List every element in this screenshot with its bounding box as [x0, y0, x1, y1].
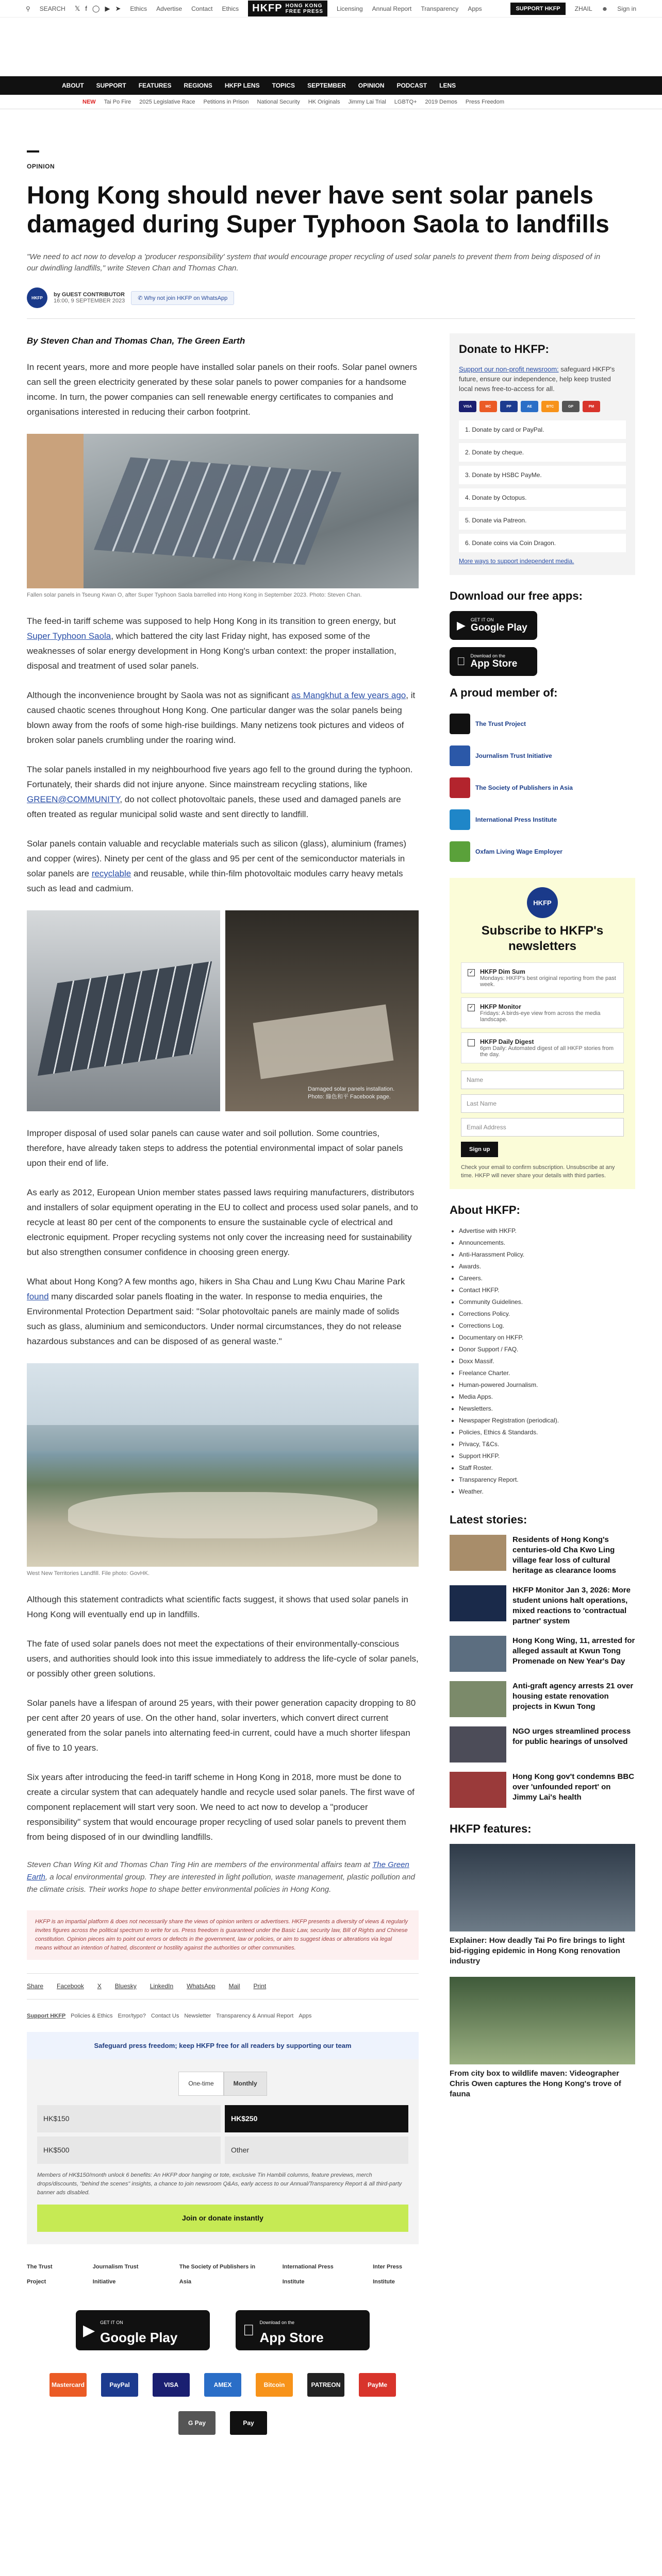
oxfam-logo	[450, 841, 470, 862]
photo-rooftop-panels[interactable]	[27, 910, 220, 1111]
name-field[interactable]: Name	[461, 1071, 624, 1089]
donate-link[interactable]: Support our non-profit newsroom:	[459, 365, 559, 373]
para-5: Solar panels contain valuable and recyclable materials such as silicon (glass), aluminium (frames) and copper (wires). Ninety per cent of the glass and 95 per cent of the semiconductor materials in solar panels are recyclable and reusable, while thin-film photovoltaic modules carry heavy metals such as lead and cadmium.	[27, 839, 407, 893]
share-whatsapp[interactable]: WhatsApp	[187, 1982, 216, 1990]
foot-apps[interactable]: Apps	[299, 2013, 312, 2019]
about-item[interactable]: • Awards.	[459, 1261, 635, 1273]
share-mail[interactable]: Mail	[228, 1982, 240, 1990]
caption-2: Damaged solar panels installation. Photo: 綠色和平 Facebook page.	[308, 1086, 395, 1100]
feature-card[interactable]: From city box to wildlife maven: Videographer Chris Owen captures the Hong Kong's trove of fauna	[450, 1977, 635, 2099]
app-store-badge[interactable]: Download on the App Store	[450, 647, 537, 676]
jti-logo	[450, 745, 470, 766]
nav-opinion[interactable]: OPINION	[358, 82, 385, 89]
about-item[interactable]: • Donor Support / FAQ.	[459, 1344, 635, 1355]
share-label: Share	[27, 1982, 44, 1990]
nav-topics[interactable]: TOPICS	[272, 82, 295, 89]
partner-sopa[interactable]: The Society of Publishers in Asia	[179, 2264, 256, 2285]
link-recyclable[interactable]: recyclable	[91, 869, 131, 878]
nav-features[interactable]: FEATURES	[138, 82, 172, 89]
article-body	[27, 333, 419, 2435]
checkbox-monitor[interactable]: ✓	[468, 1004, 475, 1011]
newsletter-note: Check your email to confirm subscription. Unsubscribe at any time. HKFP will never share your details with third parties.	[461, 1164, 615, 1179]
more-ways-link[interactable]: More ways to support independent media.	[459, 557, 574, 565]
ipi-logo	[450, 809, 470, 830]
byline-date: 16:00, 9 SEPTEMBER 2023	[54, 298, 125, 304]
nav-podcast[interactable]: PODCAST	[396, 82, 427, 89]
pay-visa-large[interactable]: VISA	[153, 2373, 190, 2397]
list-item[interactable]: Hong Kong gov't condemns BBC over 'unfounded report' on Jimmy Lai's health	[450, 1772, 635, 1808]
caption-1: Fallen solar panels in Tseung Kwan O, after Super Typhoon Saola barrelled into Hong Kong in September 2023. Photo: Steven Chan.	[27, 592, 362, 598]
link-found[interactable]: found	[27, 1292, 49, 1301]
pay-paypal-large[interactable]: PayPal	[101, 2373, 138, 2397]
last-name-field[interactable]: Last Name	[461, 1094, 624, 1113]
newsletter-title: Subscribe to HKFP's newsletters	[481, 924, 604, 953]
member-title: A proud member of:	[450, 686, 558, 699]
about-item[interactable]: • Documentary on HKFP.	[459, 1332, 635, 1344]
about-item[interactable]: • Advertise with HKFP.	[459, 1225, 635, 1237]
para-9: Although this statement contradicts what scientific facts suggest, it shows that used solar panels in Hong Kong will eventually end up in landfills.	[27, 1595, 408, 1619]
para-8: What about Hong Kong? A few months ago, hikers in Sha Chau and Lung Kwu Chau Marine Park found many discarded solar panels floating in the water. In response to media enquiries, the Environmental Protection Department said: "Solar photovoltaic panels are mainly made of solids such as glass, aluminium and semiconductors. Under normal circumstances, they do not release hazardous substances and can be disposed of as general waste."	[27, 1277, 405, 1346]
foot-support[interactable]: Support HKFP	[27, 2013, 66, 2019]
top-link-4[interactable]: Licensing	[336, 5, 363, 12]
newsletter-dim-sum[interactable]: ✓ HKFP Dim Sum Mondays: HKFP's best original reporting from the past week.	[461, 962, 624, 993]
category-label[interactable]: OPINION	[27, 163, 55, 170]
category-rule	[27, 150, 39, 152]
language-link[interactable]: ZHAIL	[574, 5, 592, 12]
foot-error[interactable]: Error/typo?	[118, 2013, 146, 2019]
nav-support[interactable]: SUPPORT	[96, 82, 126, 89]
email-field[interactable]: Email Address	[461, 1118, 624, 1137]
features-title: HKFP features:	[450, 1822, 532, 1835]
about-title: About HKFP:	[450, 1204, 520, 1216]
donate-option-coins[interactable]: 6. Donate coins via Coin Dragon.	[459, 534, 626, 552]
whatsapp-icon: ✆	[138, 295, 144, 301]
link-saola[interactable]: Super Typhoon Saola	[27, 631, 111, 641]
amount-other[interactable]: Other	[225, 2137, 408, 2164]
foot-newsletter[interactable]: Newsletter	[184, 2013, 211, 2019]
app-store-badge-large[interactable]: Download on the App Store	[236, 2310, 370, 2350]
instagram-icon[interactable]: ◯	[92, 4, 100, 12]
para-10: The fate of used solar panels does not meet the expectations of their environmentally-conscious users, and authorities should look into this issue immediately to address the life-cycle of solar panels, or possibly other green solutions.	[27, 1639, 419, 1679]
feature-card[interactable]: Explainer: How deadly Tai Po fire brings to light bid-rigging epidemic in Hong Kong renovation industry	[450, 1844, 635, 1967]
google-play-badge[interactable]: ▶ GET IT ON Google Play	[450, 611, 537, 640]
link-mangkhut[interactable]: as Mangkhut a few years ago	[291, 690, 406, 700]
para-2: The feed-in tariff scheme was supposed to help Hong Kong in its transition to green energy, but Super Typhoon Saola, which battered the city last Friday night, has exposed some of the weaknesses of solar energy development in Hong Kong's urban context: the proper installation, disposal and treatment of used solar panels.	[27, 616, 396, 671]
partner-logos	[27, 2260, 419, 2290]
share-facebook[interactable]: Facebook	[57, 1982, 84, 1990]
photo-landfill[interactable]	[27, 1363, 419, 1567]
social-icons	[75, 5, 121, 13]
checkbox-dim-sum[interactable]: ✓	[468, 969, 475, 976]
pay-applepay-large[interactable]: Pay	[230, 2411, 267, 2435]
byline-author[interactable]: by GUEST CONTRIBUTOR	[54, 292, 125, 298]
pay-payme-large[interactable]: PayMe	[359, 2373, 396, 2397]
byline	[27, 287, 635, 308]
share-print[interactable]: Print	[253, 1982, 267, 1990]
trend-8[interactable]: Press Freedom	[465, 98, 505, 105]
nav-september[interactable]: SEPTEMBER	[307, 82, 346, 89]
share-bar	[27, 1973, 419, 1999]
article-footer-links	[27, 2009, 419, 2024]
about-item[interactable]: • Contact HKFP.	[459, 1284, 635, 1296]
amount-250[interactable]: HK$250	[225, 2105, 408, 2132]
link-green-earth[interactable]: The Green Earth	[27, 1860, 409, 1882]
about-item[interactable]: • Transparency Report.	[459, 1474, 635, 1486]
newsletter-panel	[450, 878, 635, 1189]
article-title: Hong Kong should never have sent solar panels damaged during Super Typhoon Saola to landfills	[27, 182, 609, 238]
x-icon[interactable]: 𝕏	[74, 4, 80, 12]
main-nav	[0, 76, 662, 95]
para-1: In recent years, more and more people have installed solar panels on their roofs. Solar panel owners can sell the green electricity generated by these solar panels to power companies for a handsome income. In turn, the power companies can sell renewable energy certificates to companies and organisations interested in reducing their carbon footprint.	[27, 362, 417, 417]
toggle-monthly[interactable]: Monthly	[224, 2072, 267, 2096]
donate-option-payme[interactable]: 3. Donate by HSBC PayMe.	[459, 466, 626, 484]
membership-note: Members of HK$150/month unlock 6 benefits: An HKFP door hanging or tote, exclusive Tin Hambili columns, feature previews, merch drops/discounts, "behind the scenes" insights, a chance to join newsroom Q&As, early access to our Annual/Transparency Report & all third-party banner ads disabled.	[37, 2172, 402, 2196]
pay-visa: VISA	[459, 401, 476, 412]
about-list	[450, 1225, 635, 1498]
toggle-one-time[interactable]: One-time	[178, 2072, 223, 2096]
top-link-1[interactable]: Advertise	[156, 5, 183, 12]
list-item[interactable]: Residents of Hong Kong's centuries-old Cha Kwo Ling village fear loss of cultural heritage as clearance looms	[450, 1535, 635, 1576]
search-link[interactable]: SEARCH	[39, 5, 65, 12]
about-item[interactable]: • Staff Roster.	[459, 1462, 635, 1474]
trend-2[interactable]: Petitions in Prison	[203, 98, 249, 105]
pay-payme: PM	[583, 401, 600, 412]
link-green-community[interactable]: GREEN@COMMUNITY	[27, 794, 120, 804]
newsletter-logo: HKFP	[527, 887, 558, 918]
pay-paypal: PP	[500, 401, 518, 412]
google-play-icon: ▶	[83, 2321, 95, 2339]
safeguard-banner[interactable]: Safeguard press freedom; keep HKFP free for all readers by supporting our team	[27, 2032, 419, 2059]
story-thumb	[450, 1681, 506, 1717]
newsletter-digest[interactable]: HKFP Daily Digest 6pm Daily: Automated digest of all HKFP stories from the day.	[461, 1032, 624, 1063]
whatsapp-button[interactable]: ✆ Why not join HKFP on WhatsApp	[131, 291, 234, 305]
facebook-icon[interactable]: f	[85, 4, 87, 12]
donate-option-cheque[interactable]: 2. Donate by cheque.	[459, 443, 626, 462]
trend-7[interactable]: 2019 Demos	[425, 98, 457, 105]
trend-5[interactable]: Jimmy Lai Trial	[348, 98, 386, 105]
member-oxfam[interactable]: Oxfam Living Wage Employer	[450, 836, 635, 868]
top-link-6[interactable]: Transparency	[421, 5, 459, 12]
donation-widget	[27, 2059, 419, 2244]
pay-amex: AE	[521, 401, 538, 412]
story-thumb	[450, 1636, 506, 1672]
checkbox-digest[interactable]	[468, 1039, 475, 1046]
member-sopa[interactable]: The Society of Publishers in Asia	[450, 772, 635, 804]
article-authors: By Steven Chan and Thomas Chan, The Green Earth	[27, 336, 245, 346]
pay-gpay: GP	[562, 401, 580, 412]
about-item[interactable]: • Newspaper Registration (periodical).	[459, 1415, 635, 1427]
story-thumb	[450, 1772, 506, 1808]
trend-1[interactable]: 2025 Legislative Race	[139, 98, 195, 105]
about-item[interactable]: • Corrections Policy.	[459, 1308, 635, 1320]
top-link-7[interactable]: Apps	[468, 5, 482, 12]
member-trust-project[interactable]: The Trust Project	[450, 708, 635, 740]
google-play-icon: ▶	[457, 619, 466, 632]
about-item[interactable]: • Doxx Massif.	[459, 1355, 635, 1367]
newsletter-monitor[interactable]: ✓ HKFP Monitor Fridays: A birds-eye view from across the media landscape.	[461, 997, 624, 1028]
para-4: The solar panels installed in my neighbourhood five years ago fell to the ground during the typhoon. Fortunately, their shards did not injure anyone. Since mainstream recycling stations, like GREEN@COMMUNITY, do not collect photovoltaic panels, these used and damaged panels are often treated as regular municipal solid waste and sent directly to landfill.	[27, 765, 413, 819]
payment-methods-large	[27, 2373, 419, 2435]
feature-image	[450, 1844, 635, 1931]
trend-4[interactable]: HK Originals	[308, 98, 340, 105]
list-item[interactable]: Hong Kong Wing, 11, arrested for alleged assault at Kwun Tong Promenade on New Year's Day	[450, 1636, 635, 1672]
pay-gpay-large[interactable]: G Pay	[178, 2411, 216, 2435]
foot-contact[interactable]: Contact Us	[151, 2013, 179, 2019]
author-bio: Steven Chan Wing Kit and Thomas Chan Ting Hin are members of the environmental affairs team at The Green Earth, a local environmental group. They are interested in light pollution, waste management, plastic pollution and the climate crisis. Their works hope to shape better environmental policies in Hong Kong.	[27, 1860, 415, 1894]
trend-0[interactable]: Tai Po Fire	[104, 98, 131, 105]
story-thumb	[450, 1726, 506, 1762]
about-item[interactable]: • Community Guidelines.	[459, 1296, 635, 1308]
google-play-badge-large[interactable]: ▶ GET IT ON Google Play	[76, 2310, 210, 2350]
feature-image	[450, 1977, 635, 2064]
pay-mastercard: MC	[479, 401, 497, 412]
about-item[interactable]: • Corrections Log.	[459, 1320, 635, 1332]
about-item[interactable]: • Support HKFP.	[459, 1450, 635, 1462]
pay-patreon-large[interactable]: PATREON	[307, 2373, 344, 2397]
about-item[interactable]: • Human-powered Journalism.	[459, 1379, 635, 1391]
trust-project-logo	[450, 714, 470, 734]
telegram-icon[interactable]: ➤	[115, 4, 121, 12]
story-thumb	[450, 1535, 506, 1571]
pay-amex-large[interactable]: AMEX	[204, 2373, 241, 2397]
apple-icon	[243, 2323, 255, 2338]
caption-3: West New Territories Landfill. File photo: GovHK.	[27, 1570, 150, 1577]
user-icon[interactable]: ☻	[601, 5, 608, 12]
site-logo[interactable]: HKFP HONG KONG FREE PRESS	[248, 1, 327, 16]
list-item[interactable]: HKFP Monitor Jan 3, 2026: More student unions halt operations, mixed reactions to 'contractual partner' system	[450, 1585, 635, 1626]
trending-bar	[0, 95, 662, 109]
trend-6[interactable]: LGBTQ+	[394, 98, 417, 105]
para-7: As early as 2012, European Union member states passed laws requiring manufacturers, distributors and installers of solar equipment operating in the EU to collect and process used solar panels, and to recycle at least 80 per cent of the components to ensure the sustainable cycle of electrical and electronic equipment. Proper recycling systems not only cover the increasing need for sustainability but also strengthen consumer confidence in choosing green energy.	[27, 1188, 418, 1257]
disclaimer: HKFP is an impartial platform & does not necessarily share the views of opinion writers or advertisers. HKFP presents a diversity of views & regularly invites figures across the political spectrum to write for us. Press freedom is guaranteed under the Basic Law, security law, Bill of Rights and Chinese constitution. Opinion pieces aim to point out errors or defects in the government, law or policies, or aim to suggest ideas or alterations via legal means without an intention of hatred, discontent or hostility against the authorities or other communities.	[27, 1910, 419, 1960]
about-item[interactable]: • Announcements.	[459, 1237, 635, 1249]
top-link-3[interactable]: Ethics	[222, 5, 239, 12]
member-jti[interactable]: Journalism Trust Initiative	[450, 740, 635, 772]
donate-title: Donate to HKFP:	[459, 343, 549, 355]
new-badge: NEW	[82, 98, 96, 105]
partner-ipi[interactable]: International Press Institute	[282, 2264, 334, 2285]
nav-lens[interactable]: HKFP LENS	[224, 82, 260, 89]
about-item[interactable]: • Privacy, T&Cs.	[459, 1438, 635, 1450]
nav-about[interactable]: ABOUT	[62, 82, 84, 89]
member-ipi[interactable]: International Press Institute	[450, 804, 635, 836]
photo-damaged-panels[interactable]	[225, 910, 419, 1111]
para-6: Improper disposal of used solar panels can cause water and soil pollution. Some countries, therefore, have already taken steps to address the potential environmental impact of solar panels upon their end of life.	[27, 1128, 403, 1168]
youtube-icon[interactable]: ▶	[105, 4, 110, 12]
list-item[interactable]: Anti-graft agency arrests 21 over housing estate renovation projects in Kwun Tong	[450, 1681, 635, 1717]
partner-jti[interactable]: Journalism Trust Initiative	[92, 2264, 139, 2285]
para-11: Solar panels have a lifespan of around 25 years, with their power generation capacity dropping to 80 per cent after 20 years of use. On the other hand, solar inverters, which convert direct current generated from the solar panels into alternating feed-in current, could have a much shorter lifespan of five to 10 years.	[27, 1698, 416, 1753]
story-thumb	[450, 1585, 506, 1621]
page-container	[27, 109, 635, 2435]
avatar[interactable]: HKFP	[27, 287, 47, 308]
share-bluesky[interactable]: Bluesky	[114, 1982, 137, 1990]
about-item[interactable]: • Freelance Charter.	[459, 1367, 635, 1379]
donate-panel: Donate to HKFP: Support our non-profit newsroom: safeguard HKFP's future, ensure our independence, help keep trusted local news free-to-access for all. VISA MC PP AE BTC GP PM 1. Donate by card or PayPal. 2. Donate by cheque. 3. Donate by HSBC PayMe. 4. Donate by Octopus. 5. Donate via Patreon. 6. Donate coins via Coin Dragon. More ways to support independent media.	[450, 333, 635, 575]
top-bar	[0, 0, 662, 18]
signup-button[interactable]: Sign up	[461, 1142, 498, 1157]
about-item[interactable]: • Newsletters.	[459, 1403, 635, 1415]
list-item[interactable]: NGO urges streamlined process for public hearings of unsolved	[450, 1726, 635, 1762]
trend-3[interactable]: National Security	[257, 98, 300, 105]
para-12: Six years after introducing the feed-in tariff scheme in Hong Kong in 2018, more must be done to create a circular system that can adequately handle and recycle used solar panels. The first wave of component replacement will start very soon. We need to act now to develop a "producer responsibility" system that would encourage proper recycling of used solar panels to prevent them from being disposed of in our dwindling landfills.	[27, 1772, 415, 1842]
amount-150[interactable]: HK$150	[37, 2105, 221, 2132]
sopa-logo	[450, 777, 470, 798]
apps-title: Download our free apps:	[450, 589, 583, 602]
about-item[interactable]: • Careers.	[459, 1273, 635, 1284]
share-linkedin[interactable]: LinkedIn	[150, 1982, 174, 1990]
pay-bitcoin-large[interactable]: Bitcoin	[256, 2373, 293, 2397]
photo-fallen-panels[interactable]	[27, 434, 419, 588]
search-icon[interactable]: ⚲	[26, 5, 30, 12]
foot-transparency[interactable]: Transparency & Annual Report	[216, 2013, 294, 2019]
about-item[interactable]: • Anti-Harassment Policy.	[459, 1249, 635, 1261]
sidebar	[450, 333, 635, 2435]
nav-lens-2[interactable]: LENS	[439, 82, 456, 89]
support-button[interactable]: SUPPORT HKFP	[510, 3, 565, 15]
about-item[interactable]: • Media Apps.	[459, 1391, 635, 1403]
nav-regions[interactable]: REGIONS	[184, 82, 212, 89]
standfirst: "We need to act now to develop a 'producer responsibility' system that would encourage proper recycling of used solar panels to prevent them from being disposed of in our dwindling landfills," write Steven Chan and Thomas Chan.	[27, 252, 601, 273]
donate-option-octopus[interactable]: 4. Donate by Octopus.	[459, 488, 626, 507]
donate-option-card[interactable]: 1. Donate by card or PayPal.	[459, 420, 626, 439]
about-item[interactable]: • Weather.	[459, 1486, 635, 1498]
top-link-2[interactable]: Contact	[191, 5, 213, 12]
partner-inter-press[interactable]: Inter Press Institute	[373, 2264, 402, 2285]
signin-link[interactable]: Sign in	[617, 5, 636, 12]
top-link-0[interactable]: Ethics	[130, 5, 147, 12]
top-link-5[interactable]: Annual Report	[372, 5, 412, 12]
share-x[interactable]: X	[97, 1982, 102, 1990]
join-button[interactable]: Join or donate instantly	[37, 2205, 408, 2232]
para-3: Although the inconvenience brought by Saola was not as significant as Mangkhut a few years ago, it caused chaotic scenes throughout Hong Kong. One particular danger was the solar panels being blown away from the roofs of some high-rise buildings. Many netizens took pictures and videos of broken solar panels crumbling under the roaring wind.	[27, 690, 416, 745]
foot-policies[interactable]: Policies & Ethics	[71, 2013, 113, 2019]
amount-500[interactable]: HK$500	[37, 2137, 221, 2164]
about-item[interactable]: • Policies, Ethics & Standards.	[459, 1427, 635, 1438]
apple-icon	[457, 655, 466, 668]
latest-title: Latest stories:	[450, 1513, 527, 1526]
donate-option-patreon[interactable]: 5. Donate via Patreon.	[459, 511, 626, 530]
partner-trust-project[interactable]: The Trust Project	[27, 2264, 53, 2285]
pay-mastercard-large[interactable]: Mastercard	[49, 2373, 87, 2397]
pay-bitcoin: BTC	[541, 401, 559, 412]
